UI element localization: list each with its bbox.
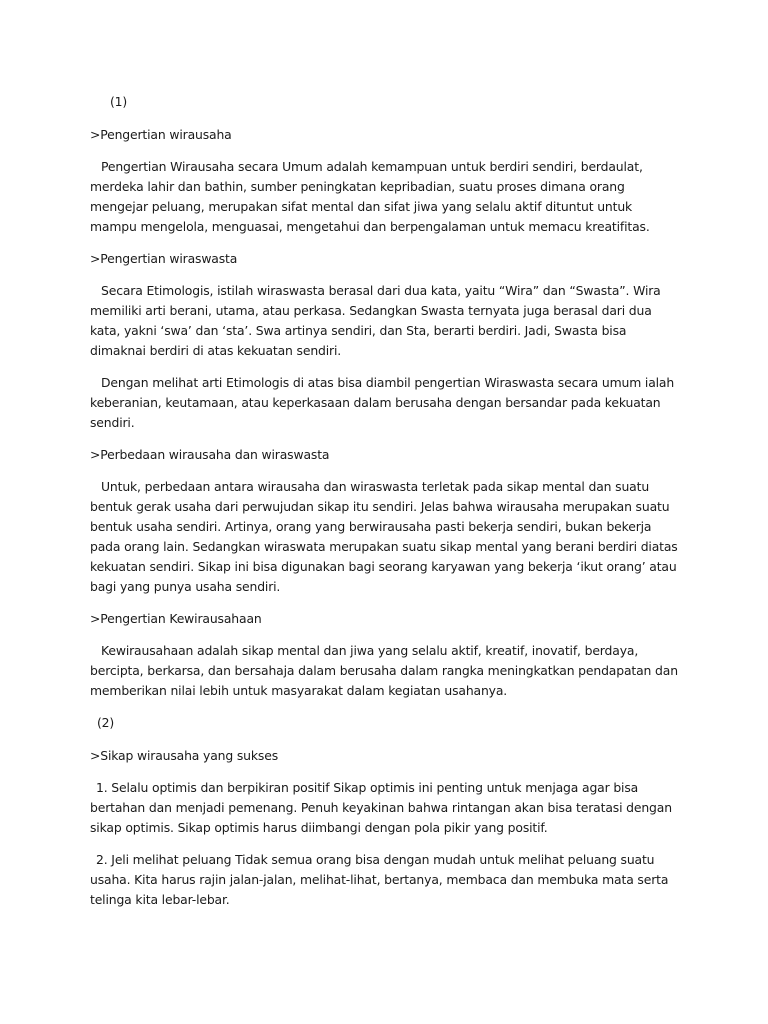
heading-pengertian-kewirausahaan: >Pengertian Kewirausahaan [90, 611, 262, 626]
heading-pengertian-wiraswasta: >Pengertian wiraswasta [90, 251, 238, 266]
paragraph-pengertian-wirausaha: Pengertian Wirausaha secara Umum adalah kemampuan untuk berdiri sendiri, berdaulat, merdeka lahir dan bathin, sumber peningkatan kepribadian, suatu proses dimana orang mengejar peluang, merupakan sifat mental dan sifat jiwa yang selalu aktif dituntut untuk mampu mengelola, menguasai, mengetahui dan berpengalaman untuk memacu kreatifitas. [90, 159, 650, 234]
paragraph-etimologis-wiraswasta: Secara Etimologis, istilah wiraswasta berasal dari dua kata, yaitu “Wira” dan “Swasta”. Wira memiliki arti berani, utama, atau perkasa. Sedangkan Swasta ternyata juga berasal dari dua kata, yakni ‘swa’ dan ‘sta’. Swa artinya sendiri, dan Sta, berarti berdiri. Jadi, Swasta bisa dimaknai berdiri di atas kekuatan sendiri. [90, 283, 661, 358]
list-item: 1. Selalu optimis dan berpikiran positif Sikap optimis ini penting untuk menjaga agar bisa bertahan dan menjadi pemenang. Penuh keyakinan bahwa rintangan akan bisa teratasi dengan sikap optimis. Sikap optimis harus diimbangi dengan pola pikir yang positif. [90, 780, 672, 835]
paragraph-perbedaan: Untuk, perbedaan antara wirausaha dan wiraswasta terletak pada sikap mental dan suatu bentuk gerak usaha dari perwujudan sikap itu sendiri. Jelas bahwa wirausaha merupakan suatu bentuk usaha sendiri. Artinya, orang yang berwirausaha pasti bekerja sendiri, bukan bekerja pada orang lain. Sedangkan wiraswata merupakan suatu sikap mental yang berani berdiri diatas kekuatan sendiri. Sikap ini bisa digunakan bagi seorang karyawan yang bekerja ‘ikut orang’ atau bagi yang punya usaha sendiri. [90, 479, 678, 594]
document-page [90, 92, 680, 922]
list-item: 2. Jeli melihat peluang Tidak semua orang bisa dengan mudah untuk melihat peluang suatu usaha. Kita harus rajin jalan-jalan, melihat-lihat, bertanya, membaca dan membuka mata serta telinga kita lebar-lebar. [90, 852, 669, 907]
paragraph-pengertian-umum-wiraswasta: Dengan melihat arti Etimologis di atas bisa diambil pengertian Wiraswasta secara umum ialah keberanian, keutamaan, atau keperkasaan dalam berusaha dengan bersandar pada kekuatan sendiri. [90, 375, 675, 430]
section-marker-1: (1) [110, 94, 128, 109]
heading-sikap-wirausaha: >Sikap wirausaha yang sukses [90, 748, 278, 763]
heading-pengertian-wirausaha: >Pengertian wirausaha [90, 127, 232, 142]
section-marker-2: (2) [97, 715, 115, 730]
paragraph-kewirausahaan: Kewirausahaan adalah sikap mental dan jiwa yang selalu aktif, kreatif, inovatif, berdaya, bercipta, berkarsa, dan bersahaja dalam berusaha dalam rangka meningkatkan pendapatan dan memberikan nilai lebih untuk masyarakat dalam kegiatan usahanya. [90, 643, 678, 698]
heading-perbedaan: >Perbedaan wirausaha dan wiraswasta [90, 447, 330, 462]
